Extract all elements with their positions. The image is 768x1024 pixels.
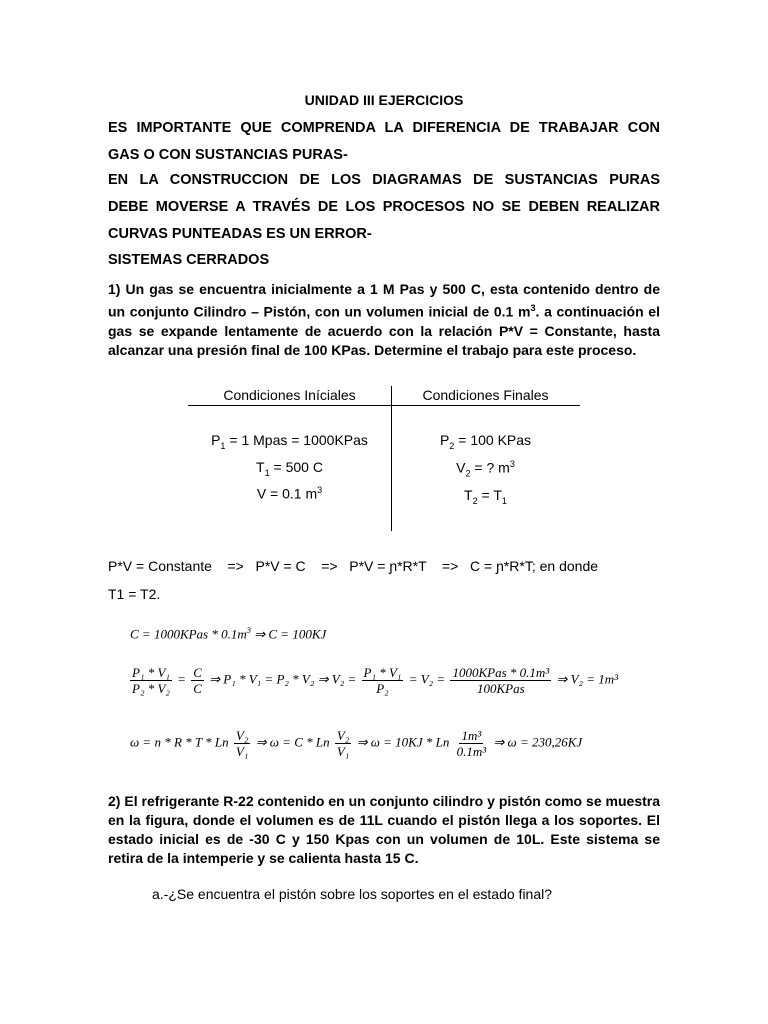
- problem-2-statement: 2) El refrigerante R-22 contenido en un conjunto cilindro y pistón como se muestra en la figura, donde el volumen es de 11L cuando el pistón llega a los soportes. El estado inicial es de -30 C y 150 Kpas con un volumen de 10L. Este sistema se retira de la intemperie y se calienta hasta 15 C.: [108, 793, 660, 866]
- table-header-final: Condiciones Finales: [422, 387, 549, 403]
- final-temperature: $T_2 = T_1$: [464, 487, 507, 506]
- initial-volume: V = 0.1 $m^3$: [256, 485, 323, 502]
- initial-temperature: $T_1 = 500$ C: [256, 459, 323, 478]
- relation-line-2: T1 = T2.: [108, 586, 161, 602]
- problem-1-sup: 3: [530, 303, 536, 313]
- final-pressure: $P_2 = 100$ KPas: [439, 432, 532, 451]
- final-volume: $V_2$ = ? $m^3$: [456, 459, 515, 479]
- problem-2-question-a: a.-¿Se encuentra el pistón sobre los soportes en el estado final?: [152, 886, 553, 902]
- table-divider-horizontal: [188, 405, 580, 406]
- intro-line-3: EN LA CONSTRUCCION DE LOS DIAGRAMAS DE SUSTANCIAS PURAS: [108, 172, 660, 188]
- section-heading: SISTEMAS CERRADOS: [108, 252, 270, 268]
- table-header-initial: Condiciones Iníciales: [223, 387, 356, 403]
- equation-constant: C = 1000KPas * $0.1m^3$ ⇒ C = 100KJ: [130, 625, 327, 642]
- problem-1-text-a: 1) Un gas se encuentra inicialmente a 1 M Pas y 500 C, esta contenido dentro de un conjunto Cilindro – Pistón, con un volumen inicial de 0.1 m: [108, 281, 660, 320]
- intro-line-1: ES IMPORTANTE QUE COMPRENDA LA DIFERENCIA DE TRABAJAR CON: [108, 120, 660, 136]
- relation-line-1: P*V = Constante => P*V = C => P*V = ɲ*R*T => C = ɲ*R*T; en donde: [108, 558, 599, 574]
- page-title: UNIDAD III EJERCICIOS: [304, 92, 464, 108]
- equation-volume: $\frac{\text{P₁ * V₁}}{\text{P₂ * V₂}}$ = $\frac{C}{C}$ ⇒ P₁ * V₁ = P₂ * V₂ ⇒ V₂ = $\frac{\text{P₁ * V₁}}{\text{P₂}}$ = V₂ = $\frac{\text{1000KPas * 0.1m³}}{\text{100KPas}}$ ⇒ V₂ = 1m³: [132, 665, 619, 696]
- equation-work: ω = n * R * T * Ln $\frac{\text{V₂}}{\text{V₁}}$ ⇒ ω = C * Ln $\frac{\text{V₂}}{\text{V₁}}$ ⇒ ω = 10KJ * Ln $\frac{\text{1m³}}{\text{0.1m³}}$ ⇒ ω = 230,26KJ: [130, 728, 583, 759]
- intro-line-2: GAS O CON SUSTANCIAS PURAS-: [108, 147, 348, 163]
- intro-line-5: CURVAS PUNTEADAS ES UN ERROR-: [108, 226, 372, 242]
- intro-line-4: DEBE MOVERSE A TRAVÉS DE LOS PROCESOS NO SE DEBEN REALIZAR: [108, 199, 660, 215]
- problem-1-statement: [108, 280, 660, 360]
- initial-pressure: $P_1 = 1$ Mpas = 1000KPas: [211, 432, 368, 451]
- problem-1-text-b: . a continuación el gas se expande lentamente de acuerdo con la relación P*V = Constante, hasta alcanzar una presión final de 100 KPas. Determine el trabajo para este proceso.: [108, 303, 660, 358]
